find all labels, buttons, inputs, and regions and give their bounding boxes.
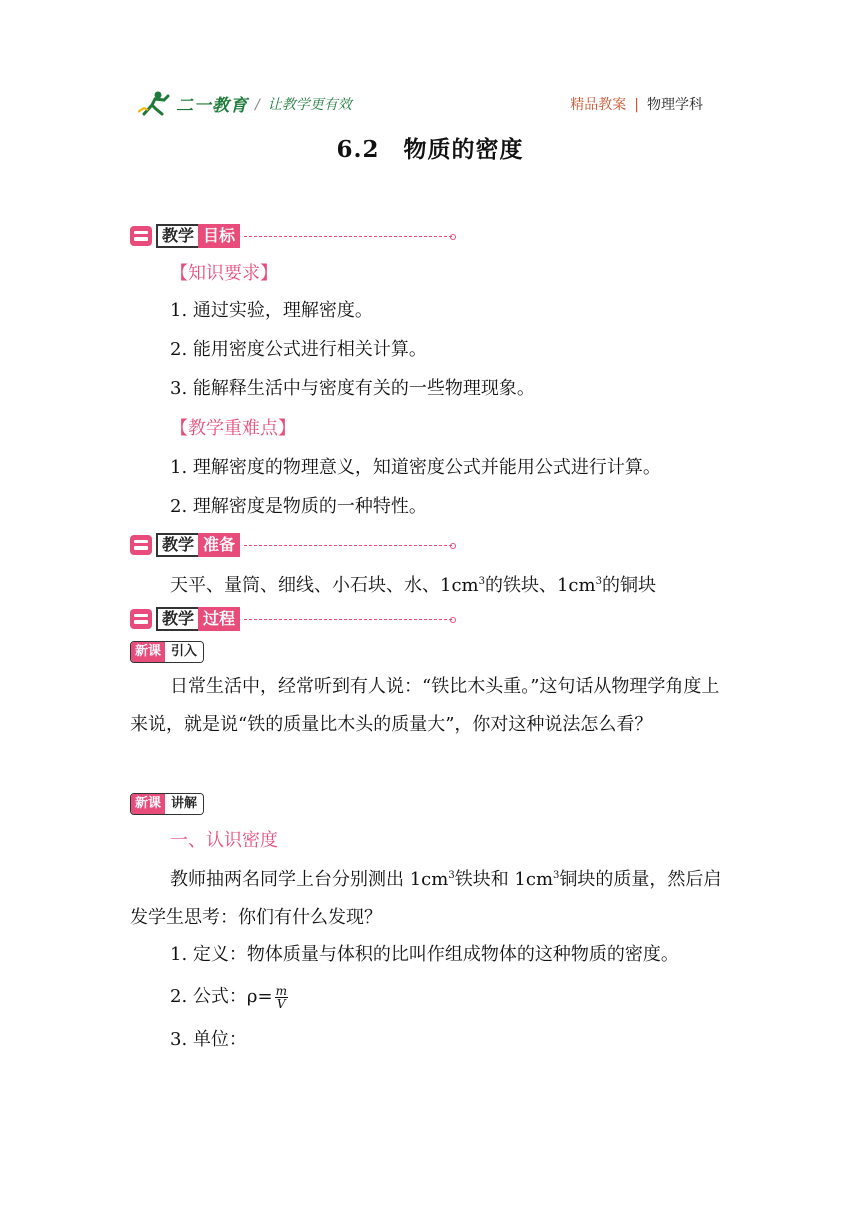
teacher-paragraph	[130, 857, 734, 937]
formula-line	[170, 983, 288, 1011]
teacher-sup-2: 3	[553, 870, 560, 881]
intro-label-b: 引入	[165, 642, 203, 662]
page-title: 6.2 物质的密度	[336, 136, 524, 163]
teacher-sup-1: 3	[448, 870, 455, 881]
header-subject: 物理学科	[647, 97, 703, 113]
knowledge-item-3: 3. 能解释生活中与密度有关的一些物理现象。	[170, 378, 535, 399]
brand-name: 二一教育	[176, 95, 248, 116]
book-stack-icon	[130, 535, 152, 555]
section-prep-label-b: 准备	[198, 533, 240, 557]
slogan	[255, 94, 352, 114]
section-goals-label-b: 目标	[198, 224, 240, 248]
section-divider	[244, 619, 452, 620]
section-header-goals	[130, 224, 452, 248]
header-category: 精品教案	[570, 97, 627, 113]
slogan-separator: /	[255, 97, 260, 113]
section-header-process	[130, 607, 452, 631]
formula-prefix: 2. 公式：ρ=	[170, 986, 273, 1007]
section-divider	[244, 545, 452, 546]
book-stack-icon	[130, 226, 152, 246]
intro-label	[130, 641, 204, 663]
section-header-prep	[130, 533, 452, 557]
knowledge-item-1: 1. 通过实验，理解密度。	[170, 300, 373, 321]
intro-label-a: 新课	[131, 642, 165, 662]
key-point-1: 1. 理解密度的物理意义，知道密度公式并能用公式进行计算。	[170, 457, 661, 478]
prep-text-3: 的铜块	[601, 575, 656, 596]
section-goals-label-a: 教学	[156, 224, 198, 248]
part-one-heading: 一、认识密度	[170, 830, 278, 851]
intro-paragraph: 日常生活中，经常听到有人说：“铁比木头重。”这句话从物理学角度上来说，就是说“铁的质量比木头的质量大”，你对这种说法怎么看？	[130, 676, 720, 735]
section-prep-label-a: 教学	[156, 533, 198, 557]
section-process-label-a: 教学	[156, 607, 198, 631]
teacher-text-2: 铁块和 1cm	[454, 869, 554, 890]
slogan-text: 让教学更有效	[267, 97, 352, 113]
lecture-label	[130, 793, 204, 815]
teacher-text-1: 教师抽两名同学上台分别测出 1cm	[170, 869, 449, 890]
section-divider	[244, 236, 452, 237]
unit-line: 3. 单位：	[170, 1029, 247, 1050]
prep-text-1: 天平、量筒、细线、小石块、水、1cm	[170, 575, 479, 596]
header-divider: |	[634, 97, 639, 113]
runner-logo-icon	[138, 90, 172, 116]
key-points-heading: 【教学重难点】	[170, 418, 296, 439]
lecture-label-a: 新课	[131, 794, 165, 814]
knowledge-heading: 【知识要求】	[170, 263, 278, 284]
book-stack-icon	[130, 609, 152, 629]
fraction-denominator: V	[276, 996, 286, 1011]
section-process-label-b: 过程	[198, 607, 240, 631]
prep-sup-1: 3	[478, 576, 485, 587]
fraction-numerator: m	[275, 983, 287, 998]
knowledge-item-2: 2. 能用密度公式进行相关计算。	[170, 339, 427, 360]
prep-materials	[170, 568, 656, 600]
prep-text-2: 的铁块、1cm	[484, 575, 596, 596]
lecture-label-b: 讲解	[165, 794, 203, 814]
density-fraction	[275, 985, 288, 1010]
header-right	[570, 94, 703, 114]
prep-sup-2: 3	[595, 576, 602, 587]
definition-line: 1. 定义：物体质量与体积的比叫作组成物体的这种物质的密度。	[170, 944, 679, 965]
teacher-text-3: 铜块的质量，然后启发学生思考：你们有什么发现？	[130, 869, 722, 928]
brand-logo	[138, 90, 248, 116]
key-point-2: 2. 理解密度是物质的一种特性。	[170, 496, 427, 517]
